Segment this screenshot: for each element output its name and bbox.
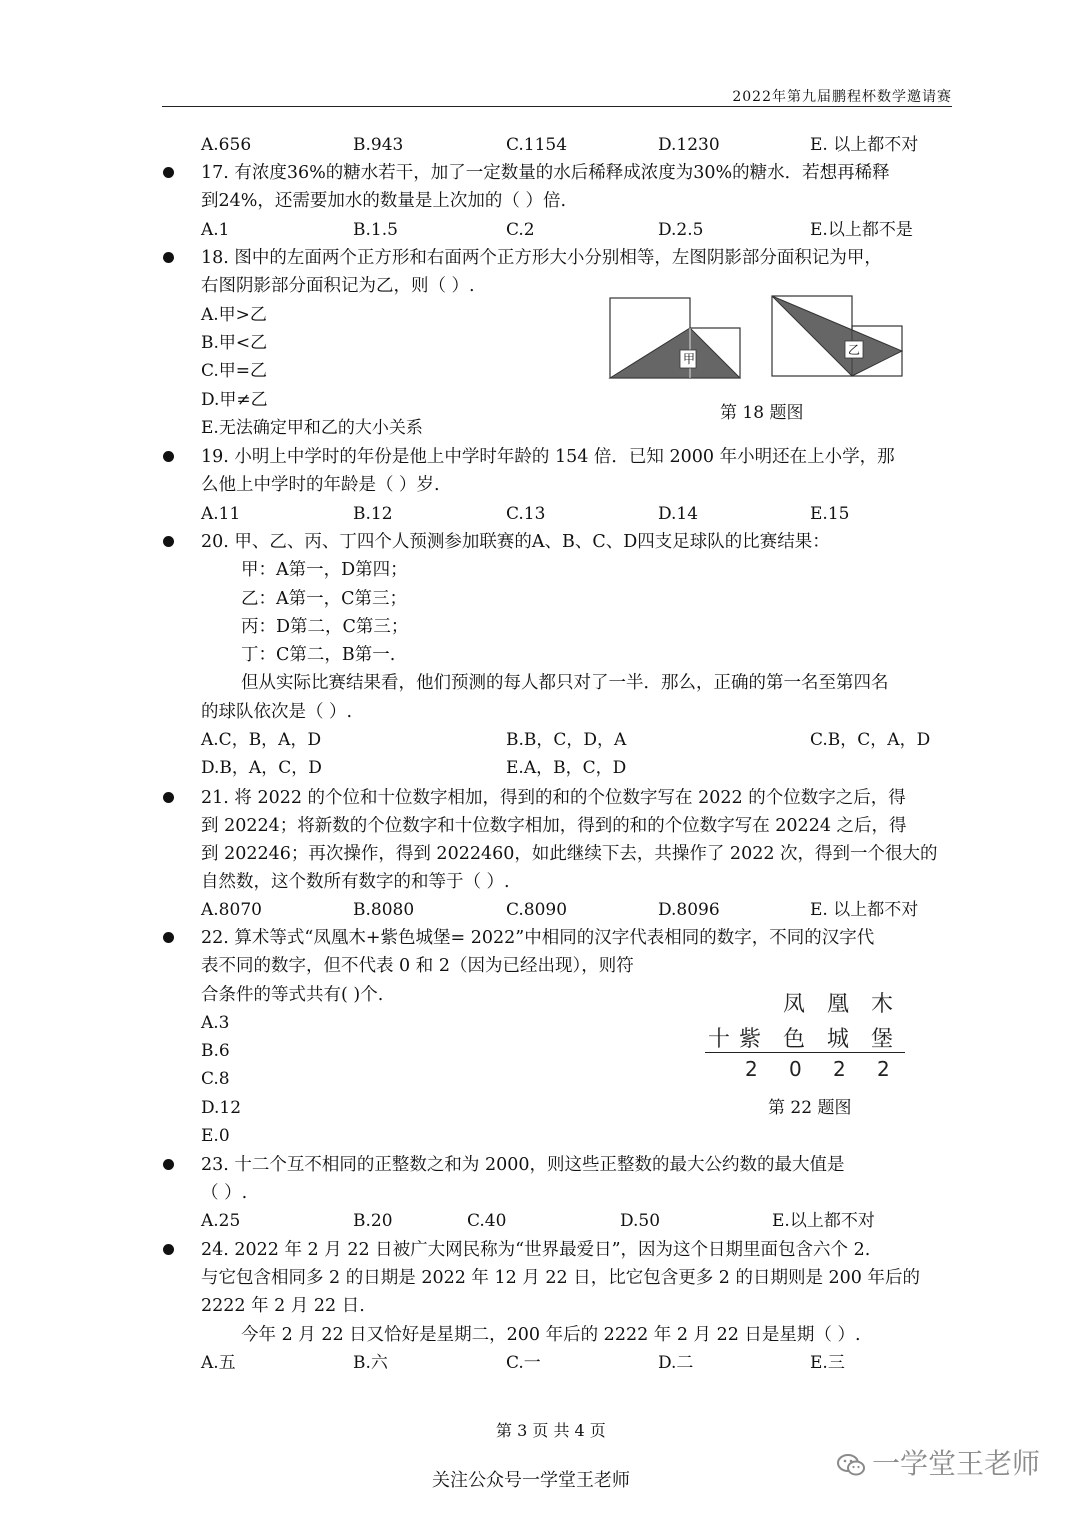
q20-text-line1: 20. 甲、乙、丙、丁四个人预测参加联赛的A、B、C、D四支足球队的比赛结果： xyxy=(201,532,830,552)
q19-text-line2: 么他上中学时的年龄是（ ）岁. xyxy=(201,475,440,495)
q22-fig-digit-4: 2 xyxy=(877,1057,890,1081)
q19-option-d: D.14 xyxy=(658,504,699,524)
q22-fig-char-cheng: 城 xyxy=(827,1027,850,1052)
q18-figure xyxy=(600,288,920,388)
q16-option-d: D.1230 xyxy=(658,135,720,155)
q20-option-d: D.B，A，C，D xyxy=(201,758,322,778)
header-rule xyxy=(162,106,952,107)
q22-fig-char-huang: 凰 xyxy=(827,992,850,1017)
q21-text-line1: 21. 将 2022 的个位和十位数字相加，得到的和的个位数字写在 2022 的个位数字之后，得 xyxy=(201,788,906,808)
q22-fig-sum-rule xyxy=(705,1052,905,1053)
q20-prediction-bing: 丙：D第二，C第三； xyxy=(241,617,409,637)
q18-option-a: A.甲>乙 xyxy=(201,305,267,325)
q18-left-diagram xyxy=(610,298,740,378)
q22-text-line1: 22. 算术等式“凤凰木+紫色城堡= 2022”中相同的汉字代表相同的数字，不同的汉字代 xyxy=(201,928,875,948)
q22-figure-caption: 第 22 题图 xyxy=(768,1098,852,1118)
q20-prediction-yi: 乙：A第一，C第三； xyxy=(241,589,408,609)
q21-option-e: E. 以上都不对 xyxy=(810,900,919,920)
q22-option-d: D.12 xyxy=(201,1098,242,1118)
q21-bullet xyxy=(163,792,174,803)
q24-bullet xyxy=(163,1244,174,1255)
watermark-text: 一学堂王老师 xyxy=(871,1447,1040,1480)
q23-text-line1: 23. 十二个互不相同的正整数之和为 2000，则这些正整数的最大公约数的最大值是 xyxy=(201,1155,845,1175)
q19-option-a: A.11 xyxy=(201,504,241,524)
q18-bullet xyxy=(163,252,174,263)
q18-option-e: E.无法确定甲和乙的大小关系 xyxy=(201,418,423,438)
q18-figure-caption: 第 18 题图 xyxy=(720,403,804,423)
q22-fig-digit-3: 2 xyxy=(833,1057,846,1081)
q20-option-e: E.A，B，C，D xyxy=(506,758,627,778)
q18-label-yi: 乙 xyxy=(847,343,860,357)
q24-text-line1: 24. 2022 年 2 月 22 日被广大网民称为“世界最爱日”，因为这个日期里面包含六个 2. xyxy=(201,1240,871,1260)
q19-option-b: B.12 xyxy=(353,504,393,524)
q17-text-line1: 17. 有浓度36%的糖水若干，加了一定数量的水后稀释成浓度为30%的糖水．若想再稀释 xyxy=(201,163,890,183)
q24-option-c: C.一 xyxy=(506,1353,541,1373)
q22-option-c: C.8 xyxy=(201,1069,230,1089)
q17-option-d: D.2.5 xyxy=(658,220,704,240)
page-number: 第 3 页 共 4 页 xyxy=(496,1421,606,1440)
q17-text-line2: 到24%，还需要加水的数量是上次加的（ ）倍. xyxy=(201,191,567,211)
q18-option-d: D.甲≠乙 xyxy=(201,390,268,410)
q22-fig-plus: 十 xyxy=(708,1027,731,1052)
q17-option-e: E.以上都不是 xyxy=(810,220,913,240)
q20-option-b: B.B，C，D，A xyxy=(506,730,627,750)
q20-prediction-jia: 甲：A第一，D第四； xyxy=(241,560,408,580)
q23-option-d: D.50 xyxy=(620,1211,661,1231)
q24-option-a: A.五 xyxy=(201,1353,236,1373)
q21-text-line3: 到 202246；再次操作，得到 2022460，如此继续下去，共操作了 2022 次，得到一个很大的 xyxy=(201,844,938,864)
q21-option-d: D.8096 xyxy=(658,900,720,920)
q24-option-b: B.六 xyxy=(353,1353,388,1373)
q22-fig-char-bao: 堡 xyxy=(871,1027,894,1052)
header-title: 2022年第九届鹏程杯数学邀请赛 xyxy=(732,89,952,105)
q24-option-d: D.二 xyxy=(658,1353,694,1373)
q22-bullet xyxy=(163,932,174,943)
q18-text-line2: 右图阴影部分面积记为乙，则（ ）. xyxy=(201,276,475,296)
q16-option-c: C.1154 xyxy=(506,135,568,155)
q18-option-c: C.甲=乙 xyxy=(201,361,268,381)
q20-text-line7: 的球队依次是（ ）. xyxy=(201,702,353,722)
q21-text-line4: 自然数，这个数所有数字的和等于（ ）. xyxy=(201,872,510,892)
q21-option-c: C.8090 xyxy=(506,900,568,920)
q22-text-line2: 表不同的数字，但不代表 0 和 2（因为已经出现），则符 xyxy=(201,956,634,976)
q22-fig-digit-2: 0 xyxy=(789,1057,802,1081)
q22-option-e: E.0 xyxy=(201,1126,230,1146)
q19-option-c: C.13 xyxy=(506,504,546,524)
q24-text-line2: 与它包含相同多 2 的日期是 2022 年 12 月 22 日，比它包含更多 2 的日期则是 200 年后的 xyxy=(201,1268,920,1288)
q22-option-a: A.3 xyxy=(201,1013,230,1033)
q22-fig-char-se: 色 xyxy=(783,1027,806,1052)
q17-bullet xyxy=(163,167,174,178)
q24-text-line3: 2222 年 2 月 22 日. xyxy=(201,1296,365,1316)
q22-fig-char-mu: 木 xyxy=(871,992,894,1017)
q23-option-a: A.25 xyxy=(201,1211,241,1231)
q18-text-line1: 18. 图中的左面两个正方形和右面两个正方形大小分别相等，左图阴影部分面积记为甲， xyxy=(201,248,882,268)
q23-option-c: C.40 xyxy=(467,1211,507,1231)
q18-option-b: B.甲<乙 xyxy=(201,333,268,353)
q22-fig-char-feng: 凤 xyxy=(783,992,806,1017)
q23-bullet xyxy=(163,1159,174,1170)
watermark xyxy=(836,1442,1040,1482)
q20-prediction-ding: 丁：C第二，B第一. xyxy=(241,645,396,665)
q17-option-a: A.1 xyxy=(201,220,230,240)
q16-option-a: A.656 xyxy=(201,135,252,155)
q16-option-b: B.943 xyxy=(353,135,404,155)
q21-option-a: A.8070 xyxy=(201,900,262,920)
q22-option-b: B.6 xyxy=(201,1041,230,1061)
q23-option-b: B.20 xyxy=(353,1211,393,1231)
q24-text-line4: 今年 2 月 22 日又恰好是星期二，200 年后的 2222 年 2 月 22 日是星期（ ）. xyxy=(241,1325,861,1345)
q16-option-e: E. 以上都不对 xyxy=(810,135,919,155)
q19-text-line1: 19. 小明上中学时的年份是他上中学时年龄的 154 倍．已知 2000 年小明还在上小学，那 xyxy=(201,447,895,467)
q22-text-line3: 合条件的等式共有( )个. xyxy=(201,985,384,1005)
q20-bullet xyxy=(163,536,174,547)
q19-option-e: E.15 xyxy=(810,504,850,524)
follow-text: 关注公众号一学堂王老师 xyxy=(432,1470,630,1491)
q21-option-b: B.8080 xyxy=(353,900,415,920)
wechat-icon xyxy=(836,1452,866,1478)
q19-bullet xyxy=(163,451,174,462)
q24-option-e: E.三 xyxy=(810,1353,845,1373)
q20-option-c: C.B，C，A，D xyxy=(810,730,931,750)
q22-fig-digit-1: 2 xyxy=(745,1057,758,1081)
q20-option-a: A.C，B，A，D xyxy=(201,730,322,750)
q17-option-b: B.1.5 xyxy=(353,220,398,240)
q23-option-e: E.以上都不对 xyxy=(772,1211,875,1231)
q23-text-line2: （ ）. xyxy=(201,1183,248,1203)
q17-option-c: C.2 xyxy=(506,220,535,240)
q22-fig-char-zi: 紫 xyxy=(739,1027,762,1052)
q20-text-line6: 但从实际比赛结果看，他们预测的每人都只对了一半．那么，正确的第一名至第四名 xyxy=(241,673,889,693)
q21-text-line2: 到 20224；将新数的个位数字和十位数字相加，得到的和的个位数字写在 20224 之后，得 xyxy=(201,816,907,836)
q18-label-jia: 甲 xyxy=(682,352,695,366)
q18-right-diagram xyxy=(772,296,902,376)
